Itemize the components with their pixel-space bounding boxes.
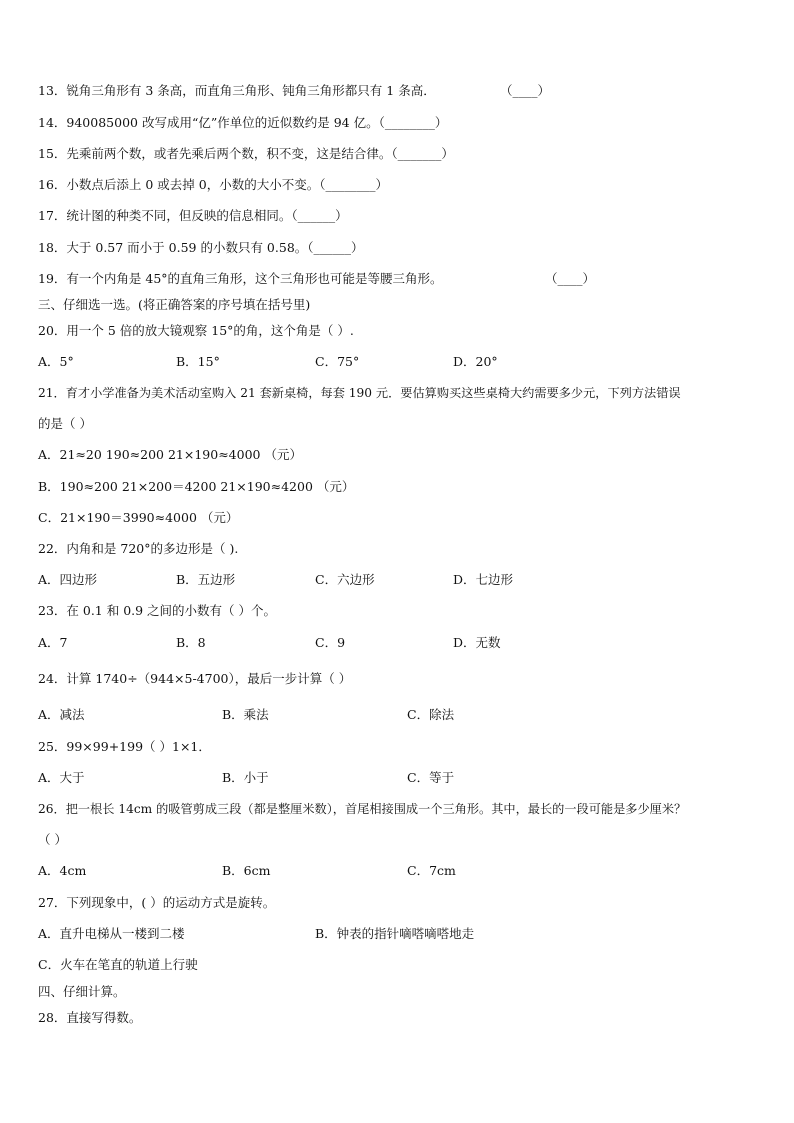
question-21-line-1: 21．育才小学准备为美术活动室购入 21 套新桌椅，每套 190 元．要估算购买这些桌椅大约需要多少元，下列方法错误	[38, 386, 681, 400]
question-26-option-a: A．4cm	[38, 863, 87, 878]
question-15: 15．先乘前两个数，或者先乘后两个数，积不变，这是结合律。（_______）	[38, 146, 454, 161]
question-23: 23．在 0.1 和 0.9 之间的小数有（ ）个。	[38, 603, 277, 618]
question-27: 27．下列现象中，( ）的运动方式是旋转。	[38, 895, 276, 910]
question-23-option-d: D．无数	[453, 635, 501, 650]
question-22-option-b: B．五边形	[176, 572, 236, 587]
question-20-option-d: D．20°	[453, 354, 498, 369]
question-22-option-d: D．七边形	[453, 572, 514, 587]
question-23-option-a: A．7	[38, 635, 68, 650]
question-20-option-b: B．15°	[176, 354, 220, 369]
question-25-option-a: A．大于	[38, 770, 85, 785]
question-22-option-a: A．四边形	[38, 572, 98, 587]
question-13-answer-blank: （____）	[500, 83, 551, 98]
question-27-option-c: C．火车在笔直的轨道上行驶	[38, 957, 198, 972]
question-18: 18．大于 0.57 而小于 0.59 的小数只有 0.58。（______）	[38, 240, 364, 255]
question-26-option-c: C．7cm	[407, 863, 456, 878]
question-28: 28．直接写得数。	[38, 1010, 142, 1025]
question-25-option-b: B．小于	[222, 770, 269, 785]
question-26-option-b: B．6cm	[222, 863, 271, 878]
question-20-option-a: A．5°	[38, 354, 74, 369]
section-4-heading: 四、仔细计算。	[38, 984, 126, 999]
question-24-option-c: C．除法	[407, 707, 455, 722]
question-20: 20．用一个 5 倍的放大镜观察 15°的角，这个角是（ ）.	[38, 323, 354, 338]
question-20-option-c: C．75°	[315, 354, 360, 369]
question-24-option-b: B．乘法	[222, 707, 269, 722]
question-25-option-c: C．等于	[407, 770, 455, 785]
question-21-option-a: A．21≈20 190≈200 21×190≈4000 （元）	[38, 447, 302, 462]
question-21-option-b: B．190≈200 21×200＝4200 21×190≈4200 （元）	[38, 479, 355, 494]
question-16: 16．小数点后添上 0 或去掉 0，小数的大小不变。（________）	[38, 177, 388, 192]
question-26-line-1: 26．把一根长 14cm 的吸管剪成三段（都是整厘米数），首尾相接围成一个三角形。其中，最长的一段可能是多少厘米？	[38, 802, 687, 816]
question-26-line-2: （ ）	[38, 832, 67, 847]
question-19: 19．有一个内角是 45°的直角三角形，这个三角形也可能是等腰三角形。	[38, 271, 443, 286]
question-25: 25．99×99+199（ ）1×1．	[38, 739, 211, 754]
question-17: 17．统计图的种类不同，但反映的信息相同。（______）	[38, 208, 348, 223]
question-27-option-a: A．直升电梯从一楼到二楼	[38, 926, 185, 941]
question-13-text: 13．锐角三角形有 3 条高，而直角三角形、钝角三角形都只有 1 条高．	[38, 83, 436, 98]
question-24-option-a: A．减法	[38, 707, 85, 722]
section-3-heading: 三、仔细选一选。(将正确答案的序号填在括号里)	[38, 297, 311, 312]
question-27-option-b: B．钟表的指针嘀嗒嘀嗒地走	[315, 926, 475, 941]
question-14: 14．940085000 改写成用“亿”作单位的近似数约是 94 亿。（________）	[38, 115, 448, 130]
question-13	[38, 83, 436, 99]
question-23-option-b: B．8	[176, 635, 206, 650]
question-22-option-c: C．六边形	[315, 572, 375, 587]
question-19-answer-blank: （____）	[545, 271, 596, 286]
question-23-option-c: C．9	[315, 635, 346, 650]
question-22: 22．内角和是 720°的多边形是（ ).	[38, 541, 239, 556]
question-21-option-c: C．21×190＝3990≈4000 （元）	[38, 510, 239, 525]
question-21-line-2: 的是（ ）	[38, 416, 92, 431]
question-24: 24．计算 1740÷（944×5-4700），最后一步计算（ ）	[38, 671, 352, 686]
